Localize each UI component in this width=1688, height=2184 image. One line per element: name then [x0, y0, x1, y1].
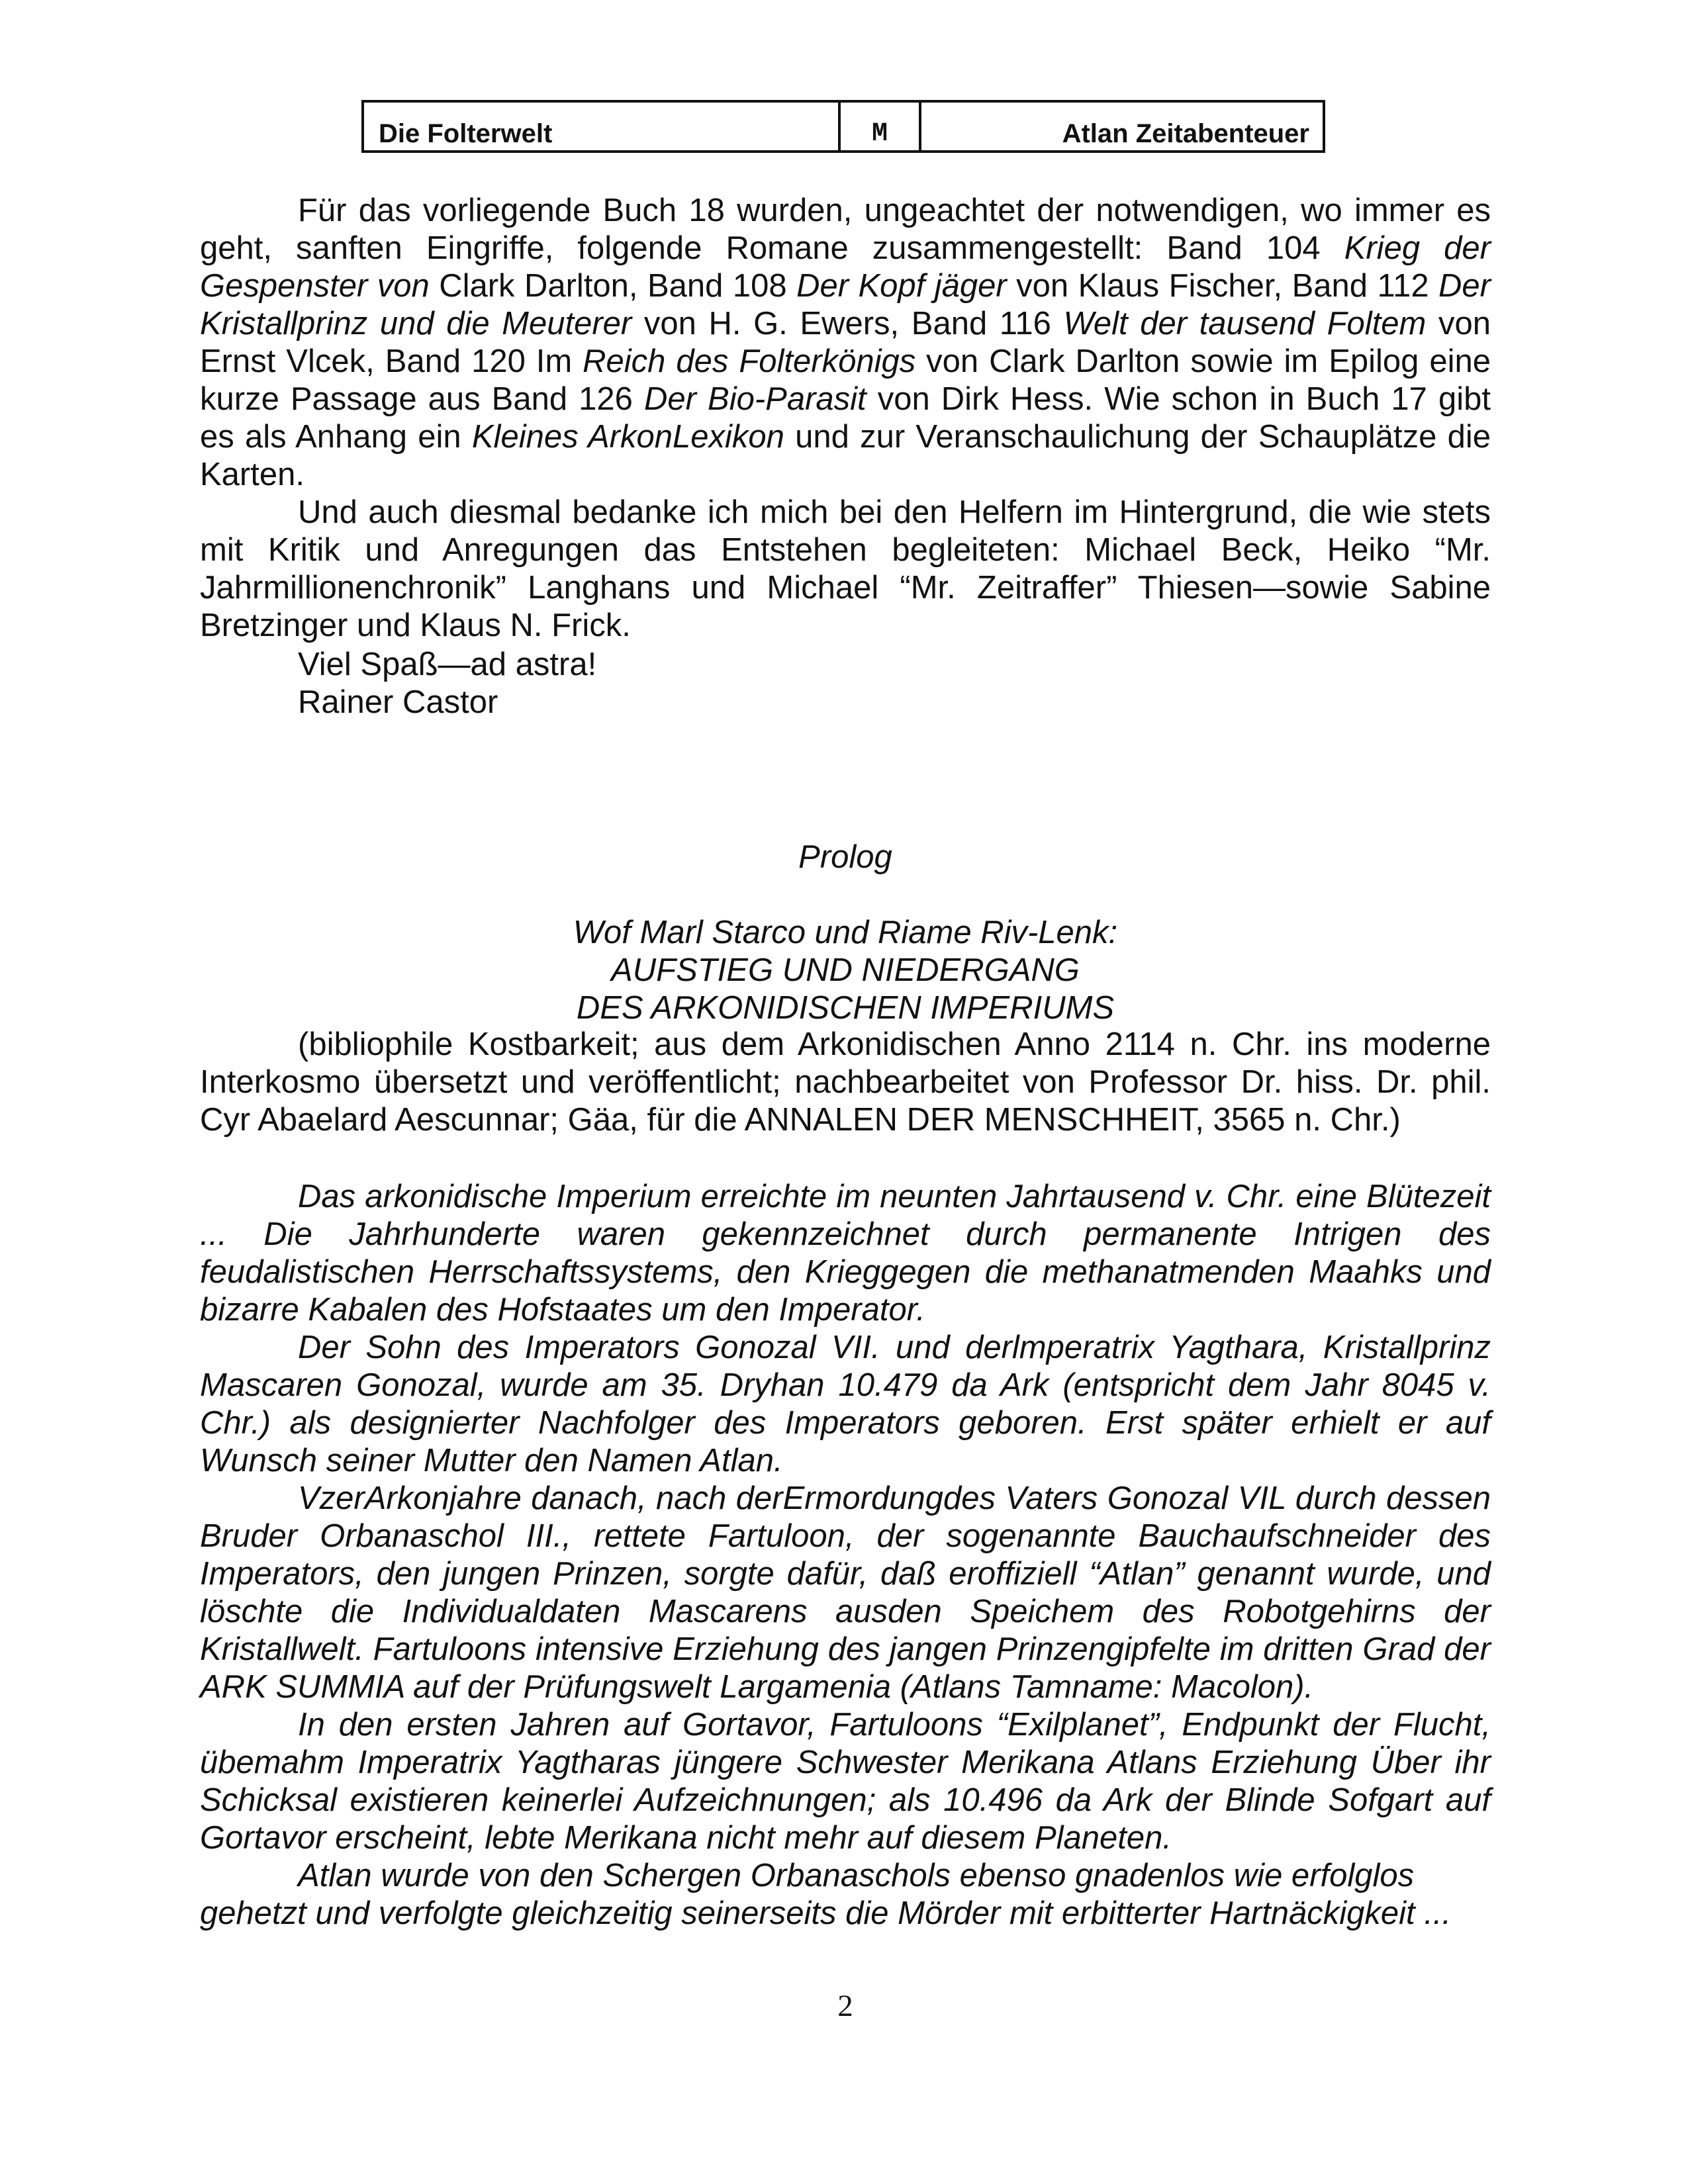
prolog-heading: Prolog — [798, 839, 892, 875]
chronicle-title-line-2: DES ARKONIDISCHEN IMPERIUMS — [576, 990, 1115, 1026]
foreword-paragraph-2: Und auch diesmal bedanke ich mich bei den Helfern im Hintergrund, die wie stets mit Kritik und Anregungen das Entstehen begleiteten: Michael Beck, Heiko “Mr. Jahrmillionenchronik” Langhans und Michael “Mr. Zeitraffer” Thiesen—sowie Sabine Bretzinger und Klaus N. Frick. — [200, 494, 1491, 643]
foreword-signature: Rainer Castor — [298, 684, 498, 720]
chronicle-title-line-1: AUFSTIEG UND NIEDERGANG — [611, 952, 1080, 988]
prolog-paragraph: Atlan wurde von den Schergen Orbanaschols ebenso gnadenlos wie erfolglos gehetzt und verfolgte gleichzeitig seinerseits die Mörder mit erbitterter Hartnäckigkeit ... — [200, 1858, 1452, 1931]
novel-title: Der Bio-Parasit — [644, 381, 867, 417]
foreword — [200, 192, 1491, 645]
foreword-paragraph-1: Für das vorliegende Buch 18 wurden, ungeachtet der notwendigen, wo immer es geht, sanften Eingriffe, folgende Romane zusammengestellt: Band 104 Krieg der Gespenster von Clark Darlton, Band 108 Der Kopf jäger von Klaus Fischer, Band 112 Der Kristallprinz und die Meuterer von H. G. Ewers, Band 116 Welt der tausend Foltem von Ernst Vlcek, Band 120 Im Reich des Folterkönigs von Clark Darlton sowie im Epilog eine kurze Passage aus Band 126 Der Bio-Parasit von Dirk Hess. Wie schon in Buch 17 gibt es als Anhang ein Kleines ArkonLexikon und zur Veranschaulichung der Schauplätze die Karten. — [200, 193, 1491, 492]
running-header — [361, 100, 1325, 153]
bibliographic-note-block — [200, 1026, 1491, 1139]
header-book-title: Die Folterwelt — [364, 103, 841, 150]
novel-title: Reich des Folterkönigs — [583, 343, 916, 379]
page-number: 2 — [837, 1989, 853, 2023]
novel-title: Krieg der Gespenster von — [200, 230, 1491, 304]
prolog-paragraph: VzerArkonjahre danach, nach derErmordungdes Vaters Gonozal VIL durch dessen Bruder Orbanaschol III., rettete Fartuloon, der sogenannte Bauchaufschneider des Imperators, den jungen Prinzen, sorgte dafür, daß eroffiziell “Atlan” genannt wurde, und löschte die Individualdaten Mascarens ausden Speichem des Robotgehirns der Kristallwelt. Fartuloons intensive Erziehung des jangen Prinzengipfelte im dritten Grad der ARK SUMMIA auf der Prüfungswelt Largamenia (Atlans Tamname: Macolon). — [200, 1480, 1491, 1705]
header-marker: M — [841, 103, 921, 150]
novel-title: Der Kristallprinz und die Meuterer — [200, 268, 1491, 341]
prolog-paragraph: Der Sohn des Imperators Gonozal VII. und derlmperatrix Yagthara, Kristallprinz Mascaren Gonozal, wurde am 35. Dryhan 10.479 da Ark (entspricht dem Jahr 8045 v. Chr.) als designierter Nachfolger des Imperators geboren. Erst später erhielt er auf Wunsch seiner Mutter den Namen Atlan. — [200, 1330, 1491, 1479]
novel-title: Der Kopf jäger — [796, 268, 1007, 304]
foreword-closing: Viel Spaß—ad astra! — [298, 647, 597, 682]
prolog-paragraph: Das arkonidische Imperium erreichte im neunten Jahrtausend v. Chr. eine Blütezeit ... Die Jahrhunderte waren gekennzeichnet durch permanente Intrigen des feudalistischen Herrschaftssystems, den Krieggegen die methanatmenden Maahks und bizarre Kabalen des Hofstaates um den Imperator. — [200, 1179, 1491, 1328]
chronicle-authors: Wof Marl Starco und Riame Riv-Lenk: — [573, 915, 1118, 950]
novel-title: Welt der tausend Foltem — [1063, 306, 1427, 341]
bibliographic-note: (bibliophile Kostbarkeit; aus dem Arkonidischen Anno 2114 n. Chr. ins moderne Interkosmo übersetzt und veröffentlicht; nachbearbeitet von Professor Dr. hiss. Dr. phil. Cyr Abaelard Aescunnar; Gäa, für die ANNALEN DER MENSCHHEIT, 3565 n. Chr.) — [200, 1026, 1491, 1138]
novel-title: Kleines ArkonLexikon — [471, 419, 784, 455]
prolog-text — [200, 1178, 1491, 1933]
header-series-title: Atlan Zeitabenteuer — [1062, 118, 1309, 148]
prolog-paragraph: In den ersten Jahren auf Gortavor, Fartuloons “Exilplanet”, Endpunkt der Flucht, übemahm Imperatrix Yagtharas jüngere Schwester Merikana Atlans Erziehung Über ihr Schicksal existieren keinerlei Aufzeichnungen; als 10.496 da Ark der Blinde Sofgart auf Gortavor erscheint, lebte Merikana nicht mehr auf diesem Planeten. — [200, 1707, 1491, 1856]
